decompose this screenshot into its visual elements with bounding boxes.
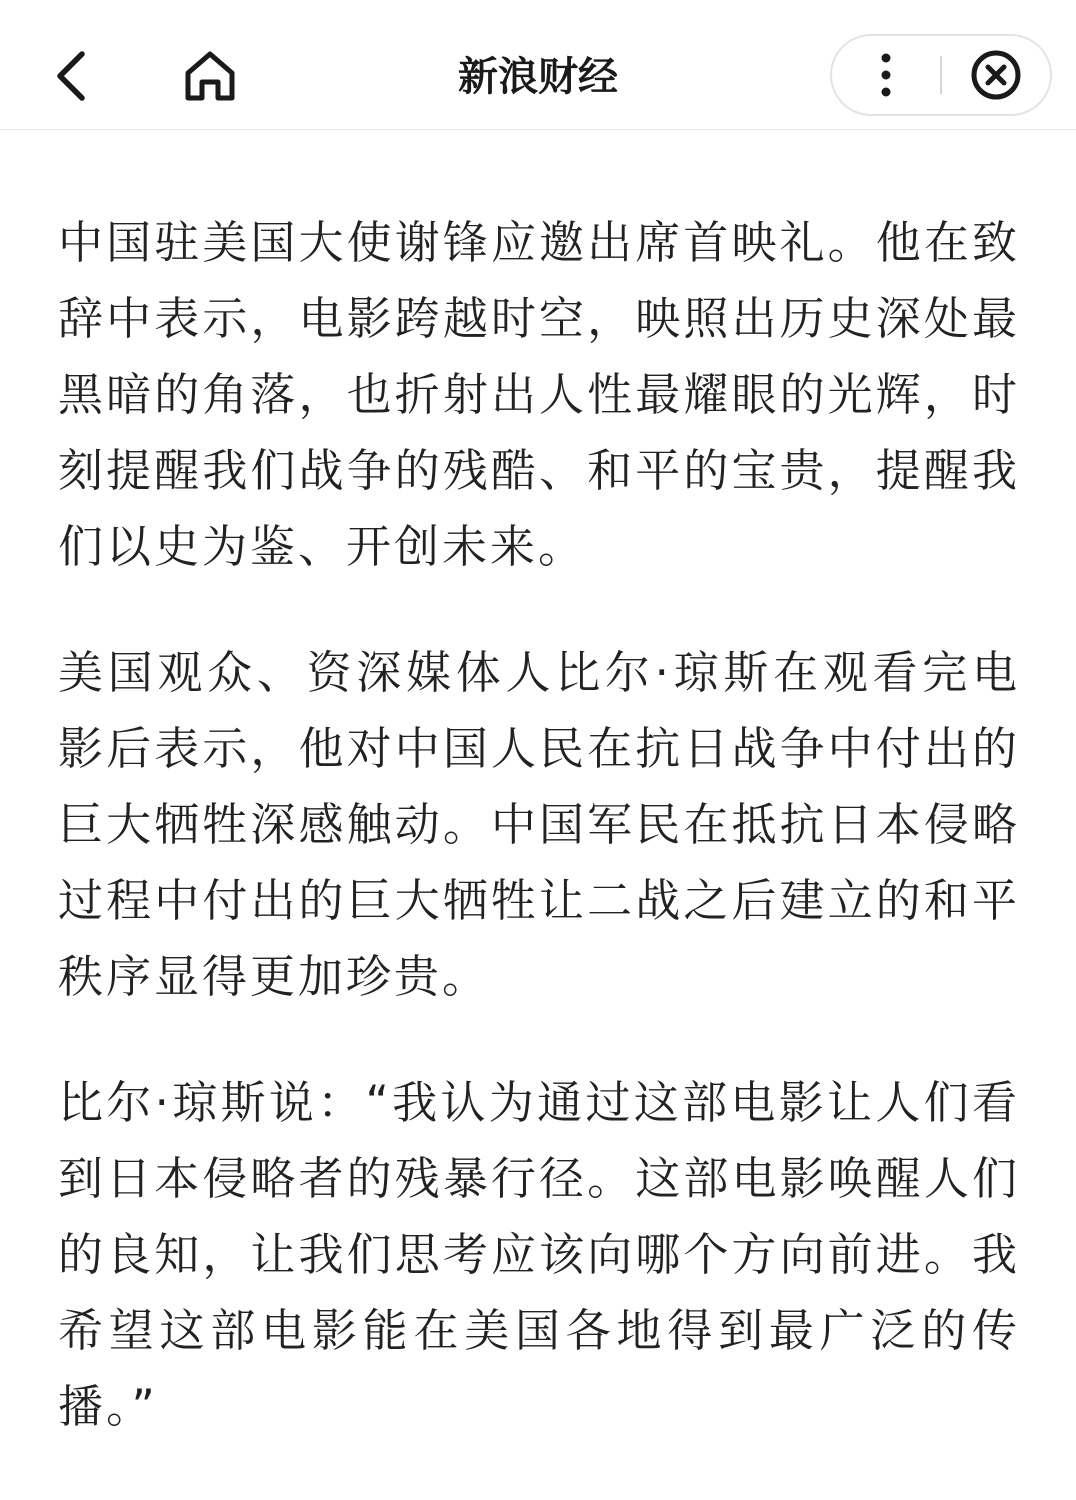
more-vertical-icon (880, 52, 892, 98)
home-icon (182, 48, 238, 104)
home-button[interactable] (170, 38, 250, 114)
article-paragraph: 比尔·琼斯说：“我认为通过这部电影让人们看到日本侵略者的残暴行径。这部电影唤醒人们的良知，让我们思考应该向哪个方向前进。我希望这部电影能在美国各地得到最广泛的传播。” (58, 1076, 1020, 1433)
chevron-left-icon (52, 48, 92, 104)
article-body (58, 205, 1020, 1445)
page-title: 新浪财经 (458, 54, 618, 100)
back-button[interactable] (40, 36, 104, 116)
more-button[interactable] (832, 36, 940, 114)
close-button[interactable] (942, 36, 1050, 114)
article-paragraph: 美国观众、资深媒体人比尔·琼斯在观看完电影后表示，他对中国人民在抗日战争中付出的巨大牺牲深感触动。中国军民在抵抗日本侵略过程中付出的巨大牺牲让二战之后建立的和平秩序显得更加珍贵。 (58, 646, 1020, 1003)
article-paragraph: 中国驻美国大使谢锋应邀出席首映礼。他在致辞中表示，电影跨越时空，映照出历史深处最黑暗的角落，也折射出人性最耀眼的光辉，时刻提醒我们战争的残酷、和平的宝贵，提醒我们以史为鉴、开创未来。 (58, 216, 1020, 573)
navigation-bar (0, 0, 1076, 130)
close-circle-icon (969, 48, 1023, 102)
mini-program-capsule (830, 34, 1052, 116)
